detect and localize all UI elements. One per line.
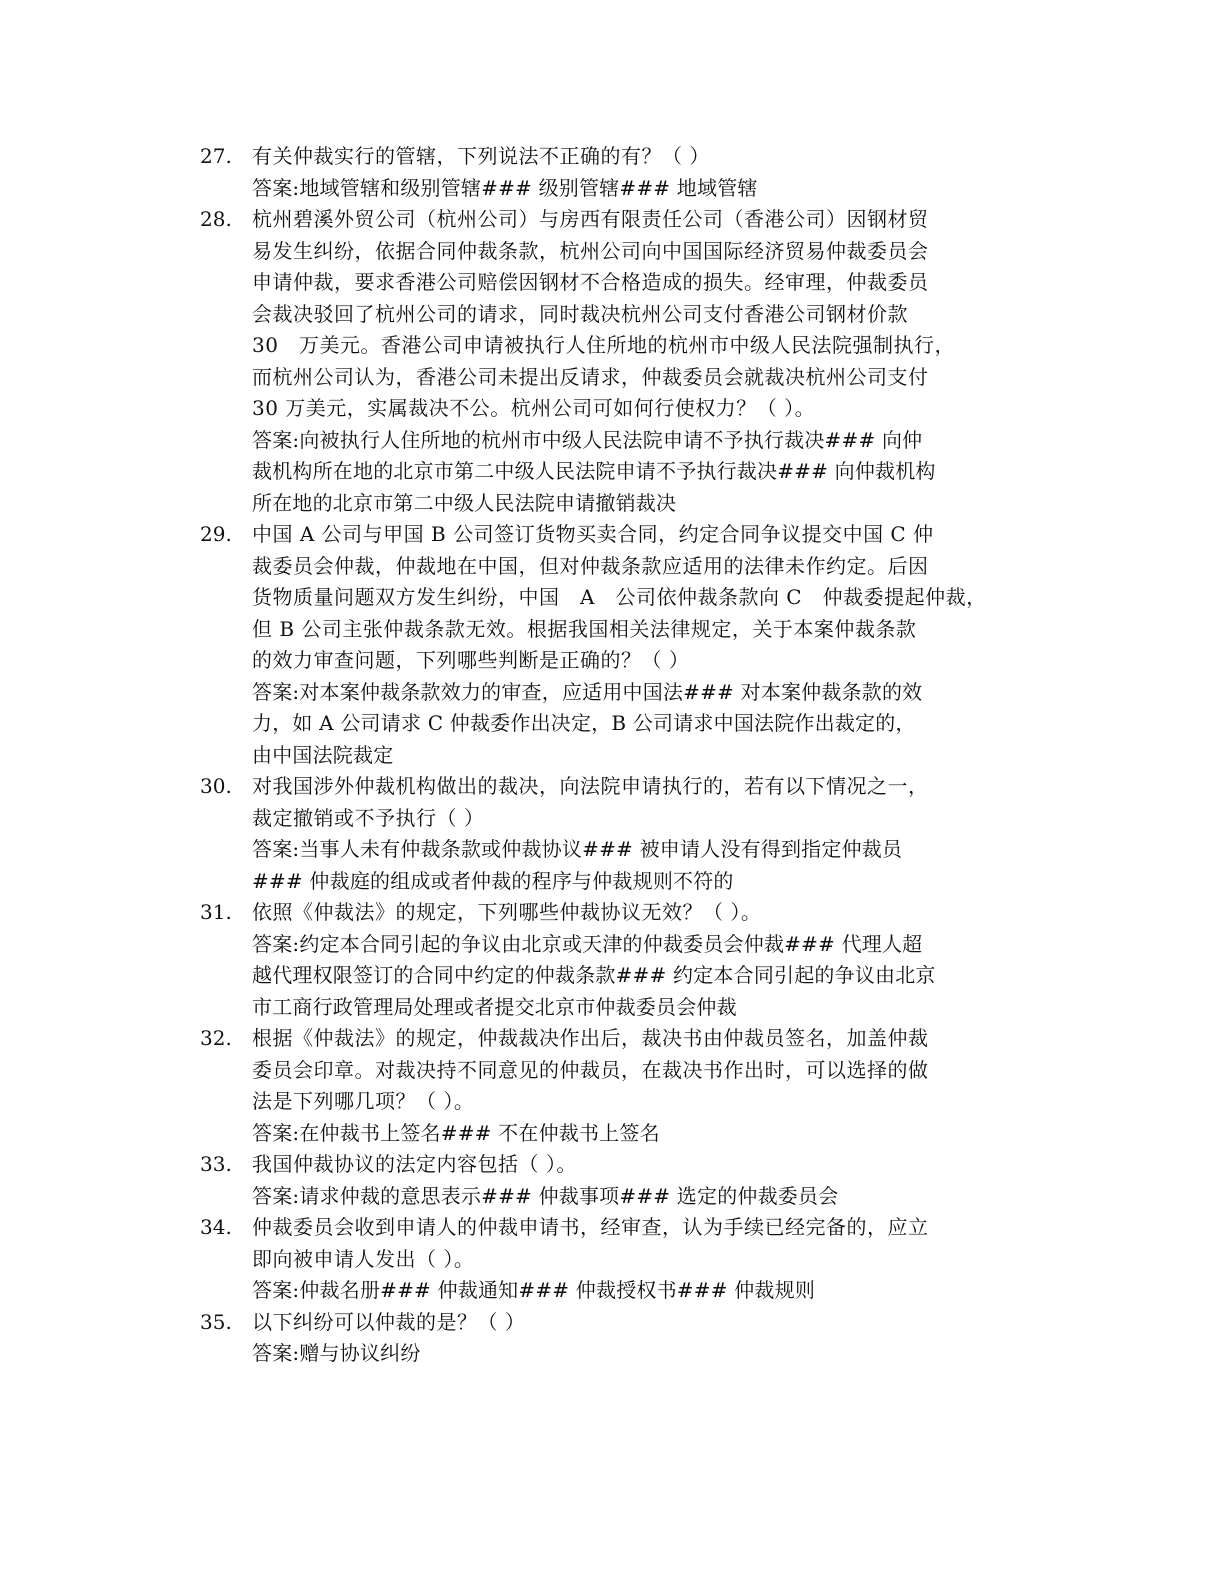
- answer-line: 裁机构所在地的北京市第二中级人民法院申请不予执行裁决### 向仲裁机构: [252, 459, 936, 483]
- answer-line: 答案:约定本合同引起的争议由北京或天津的仲裁委员会仲裁### 代理人超: [252, 931, 923, 956]
- question-line: 货物质量问题双方发生纠纷，中国 A 公司依仲裁条款向 C 仲裁委提起仲裁，: [252, 585, 987, 609]
- answer-line: 答案:对本案仲裁条款效力的审查，应适用中国法### 对本案仲裁条款的效: [252, 679, 923, 704]
- question-text: [252, 897, 1042, 929]
- question-item: [200, 1149, 1060, 1212]
- question-line: 杭州碧溪外贸公司（杭州公司）与房西有限责任公司（香港公司）因钢材贸: [252, 207, 929, 231]
- answer-line: 由中国法院裁定: [252, 742, 394, 767]
- question-line: 法是下列哪几项？（ ）。: [252, 1089, 475, 1113]
- question-body: [252, 204, 1042, 519]
- question-item: [200, 204, 1060, 519]
- answer-text: [252, 677, 1042, 772]
- question-number: 27.: [200, 144, 232, 168]
- question-item: [200, 1307, 1060, 1370]
- question-number: 31.: [200, 900, 232, 924]
- question-body: [252, 1307, 1042, 1370]
- question-text: [252, 141, 1042, 173]
- answer-line: 所在地的北京市第二中级人民法院申请撤销裁决: [252, 490, 677, 515]
- question-number: 33.: [200, 1152, 232, 1176]
- answer-line: 市工商行政管理局处理或者提交北京市仲裁委员会仲裁: [252, 994, 737, 1019]
- question-text: [252, 1023, 1042, 1118]
- question-body: [252, 771, 1042, 897]
- question-body: [252, 897, 1042, 1023]
- question-item: [200, 1023, 1060, 1149]
- question-text: [252, 1212, 1042, 1275]
- question-number: 30.: [200, 774, 232, 798]
- question-line: 裁委员会仲裁，仲裁地在中国，但对仲裁条款应适用的法律未作约定。后因: [252, 553, 929, 578]
- answer-text: [252, 1275, 1042, 1307]
- answer-text: [252, 425, 1042, 520]
- question-line: 会裁决驳回了杭州公司的请求，同时裁决杭州公司支付香港公司钢材价款: [252, 301, 908, 326]
- question-line: 30 万美元。香港公司申请被执行人住所地的杭州市中级人民法院强制执行，: [252, 333, 955, 357]
- question-line: 的效力审查问题，下列哪些判断是正确的？（ ）: [252, 648, 690, 672]
- question-number: 34.: [200, 1215, 232, 1239]
- question-text: [252, 1149, 1042, 1181]
- question-line: 对我国涉外仲裁机构做出的裁决，向法院申请执行的，若有以下情况之一，: [252, 774, 929, 798]
- question-text: [252, 204, 1042, 425]
- question-body: [252, 1212, 1042, 1307]
- answer-line: 答案:地域管辖和级别管辖### 级别管辖### 地域管辖: [252, 175, 758, 200]
- answer-line: 答案:仲裁名册### 仲裁通知### 仲裁授权书### 仲裁规则: [252, 1278, 816, 1302]
- question-line: 委员会印章。对裁决持不同意见的仲裁员，在裁决书作出时，可以选择的做: [252, 1057, 929, 1082]
- question-number: 35.: [200, 1309, 232, 1334]
- question-line: 30 万美元，实属裁决不公。杭州公司可如何行使权力？（ ）。: [252, 396, 816, 420]
- answer-text: [252, 1338, 1042, 1370]
- question-text: [252, 519, 1042, 677]
- answer-line: 答案:当事人未有仲裁条款或仲裁协议### 被申请人没有得到指定仲裁员: [252, 837, 903, 861]
- question-line: 以下纠纷可以仲裁的是？（ ）: [252, 1309, 526, 1334]
- question-item: [200, 771, 1060, 897]
- question-number: 32.: [200, 1026, 232, 1050]
- question-body: [252, 1023, 1042, 1149]
- question-line: 申请仲裁，要求香港公司赔偿因钢材不合格造成的损失。经审理，仲裁委员: [252, 270, 929, 294]
- question-line: 仲裁委员会收到申请人的仲裁申请书，经审查，认为手续已经完备的，应立: [252, 1215, 929, 1239]
- question-number: 28.: [200, 207, 232, 231]
- question-line: 但 B 公司主张仲裁条款无效。根据我国相关法律规定，关于本案仲裁条款: [252, 616, 917, 641]
- question-line: 根据《仲裁法》的规定，仲裁裁决作出后，裁决书由仲裁员签名，加盖仲裁: [252, 1026, 929, 1050]
- question-body: [252, 1149, 1042, 1212]
- answer-text: [252, 834, 1042, 897]
- question-item: [200, 1212, 1060, 1307]
- question-line: 中国 A 公司与甲国 B 公司签订货物买卖合同，约定合同争议提交中国 C 仲: [252, 522, 934, 546]
- question-line: 而杭州公司认为，香港公司未提出反请求，仲裁委员会就裁决杭州公司支付: [252, 364, 929, 389]
- question-item: [200, 897, 1060, 1023]
- answer-line: 答案:赠与协议纠纷: [252, 1341, 421, 1365]
- answer-line: 越代理权限签订的合同中约定的仲裁条款### 约定本合同引起的争议由北京: [252, 963, 936, 987]
- answer-line: 答案:在仲裁书上签名### 不在仲裁书上签名: [252, 1120, 660, 1145]
- question-line: 依照《仲裁法》的规定，下列哪些仲裁协议无效？（ ）。: [252, 900, 762, 924]
- answer-text: [252, 173, 1042, 205]
- question-text: [252, 771, 1042, 834]
- question-item: [200, 141, 1060, 204]
- answer-text: [252, 1181, 1042, 1213]
- question-line: 易发生纠纷，依据合同仲裁条款，杭州公司向中国国际经济贸易仲裁委员会: [252, 238, 929, 263]
- answer-text: [252, 929, 1042, 1024]
- answer-line: ### 仲裁庭的组成或者仲裁的程序与仲裁规则不符的: [252, 868, 734, 893]
- question-text: [252, 1307, 1042, 1339]
- answer-text: [252, 1118, 1042, 1150]
- question-body: [252, 141, 1042, 204]
- question-number: 29.: [200, 522, 232, 546]
- answer-line: 力，如 A 公司请求 C 仲裁委作出决定，B 公司请求中国法院作出裁定的，: [252, 711, 916, 735]
- question-item: [200, 519, 1060, 771]
- question-line: 有关仲裁实行的管辖，下列说法不正确的有？（ ）: [252, 144, 710, 168]
- question-body: [252, 519, 1042, 771]
- question-list: [200, 141, 1060, 1370]
- question-line: 即向被申请人发出（ ）。: [252, 1246, 475, 1271]
- question-line: 我国仲裁协议的法定内容包括（ ）。: [252, 1152, 577, 1176]
- answer-line: 答案:向被执行人住所地的杭州市中级人民法院申请不予执行裁决### 向仲: [252, 427, 923, 452]
- question-line: 裁定撤销或不予执行（ ）: [252, 805, 485, 830]
- answer-line: 答案:请求仲裁的意思表示### 仲裁事项### 选定的仲裁委员会: [252, 1183, 839, 1208]
